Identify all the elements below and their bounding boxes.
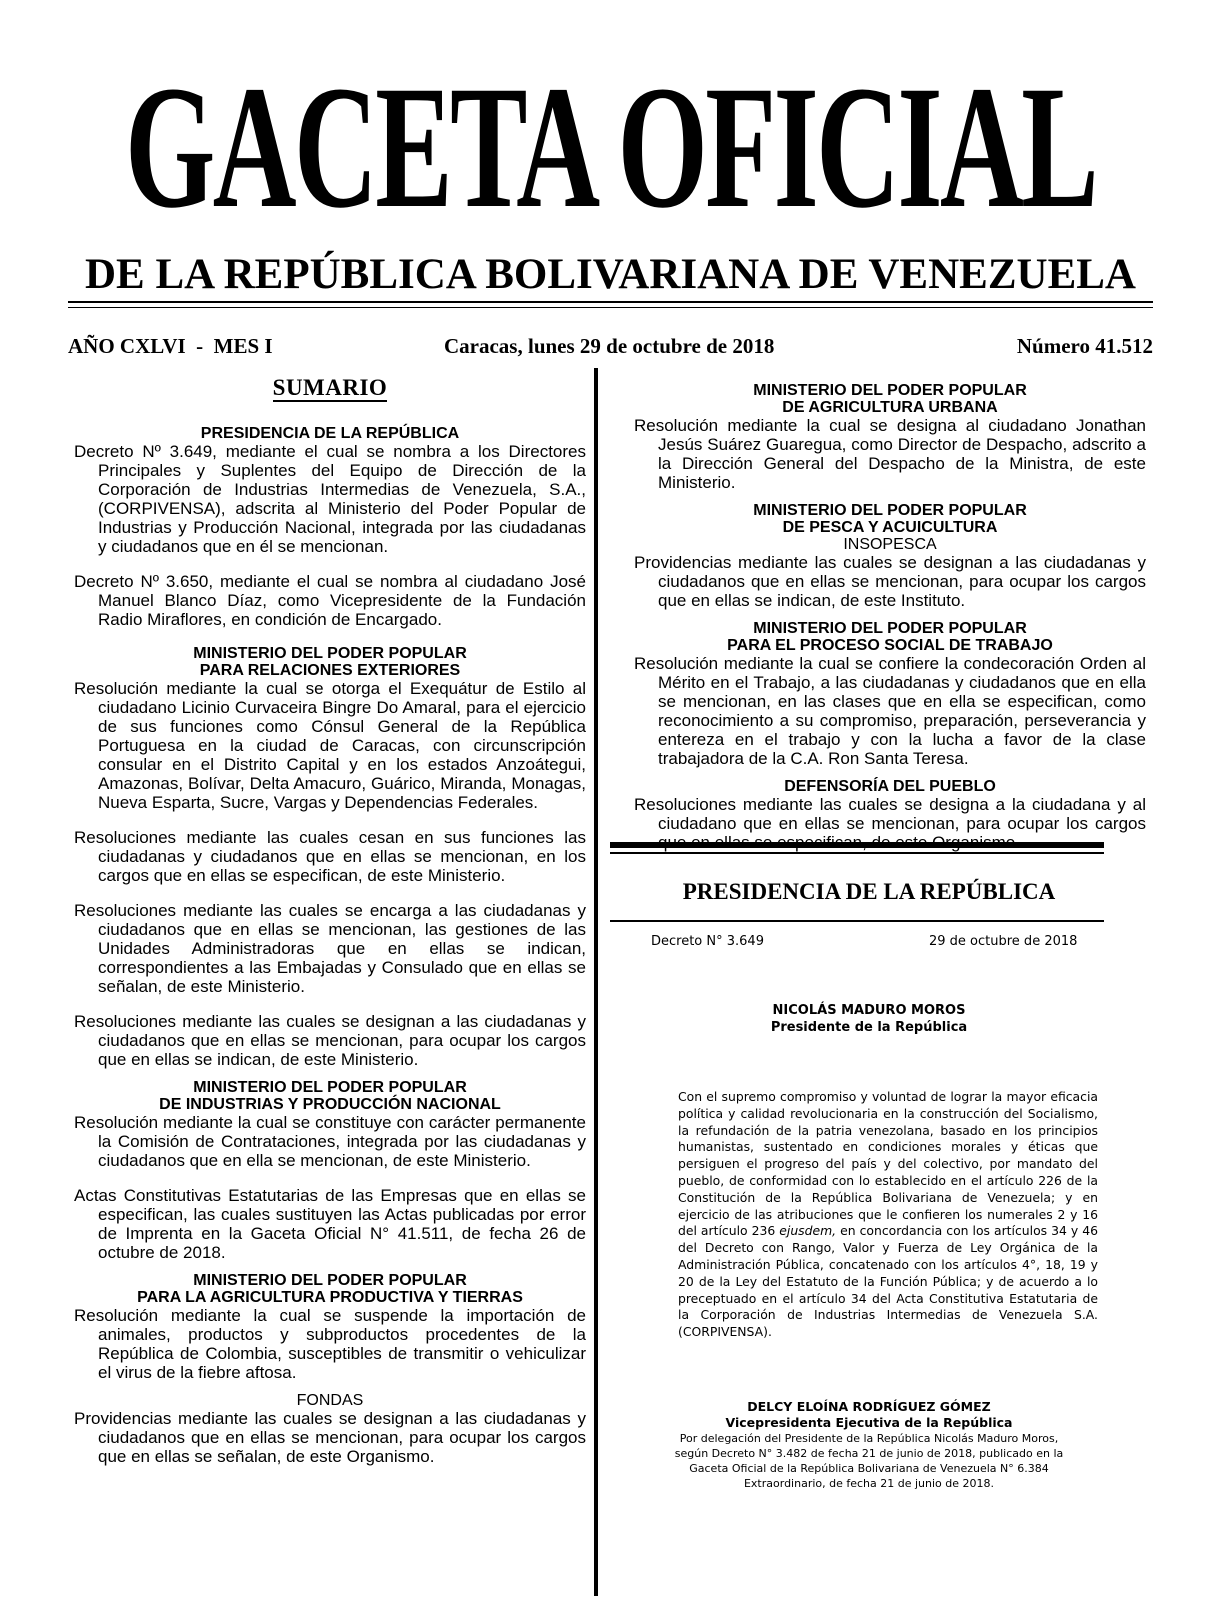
- section-heading: PARA RELACIONES EXTERIORES: [199, 662, 461, 679]
- sumario-entry: Actas Constitutivas Estatutarias de las Empresas que en ellas se especifican, las cuales sustituyen las Actas publicadas por error de Imprenta en la Gaceta Oficial N° 41.511, de fecha 26 de octubre de 2018.: [74, 1186, 586, 1262]
- section-subheading: INSOPESCA: [843, 536, 937, 553]
- decree-body-part2: en concordancia con los artículos 34 y 46 del Decreto con Rango, Valor y Fuerza de Ley Orgánica de la Administración Pública, concatenado con los artículos 4°, 18, 19 y 20 de la Ley del Estatuto de la Función Pública; y de acuerdo a lo preceptuado en el artículo 34 del Acta Constitutiva Estatutaria de la Corporación de Industrias Intermedias de Venezuela S.A. (CORPIVENSA).: [678, 1223, 1098, 1340]
- delegation-line: según Decreto N° 3.482 de fecha 21 de junio de 2018, publicado en la: [674, 1447, 1064, 1460]
- sumario-entry: Resolución mediante la cual se confiere la condecoración Orden al Mérito en el Trabajo, a las ciudadanas y ciudadanos que en ella se mencionan, en las clases que en ella se especifican, como reconocimiento a su compromiso, preparación, perseverancia y entereza en el trabajo y con la lucha a favor de la clase trabajadora de la C.A. Ron Santa Teresa.: [634, 654, 1146, 768]
- decree-body-part1: Con el supremo compromiso y voluntad de lograr la mayor eficacia política y calidad revolucionaria en la construcción del Socialismo, la refundación de la patria venezolana, basado en los principios humanistas, sustentado en condiciones morales y éticas que persiguen el progreso del país y del colectivo, por mandato del pueblo, de conformidad con lo establecido en el artículo 226 de la Constitución de la República Bolivariana de Venezuela; y en ejercicio de las atribuciones que le confieren los numerales 2 y 16 del artículo 236: [678, 1089, 1098, 1239]
- sumario-entry: Resolución mediante la cual se constituye con carácter permanente la Comisión de Contrataciones, integrada por las ciudadanas y ciudadanos que en ella se mencionan, de este Ministerio.: [74, 1113, 586, 1170]
- signer-title: Vicepresidenta Ejecutiva de la República: [725, 1415, 1013, 1430]
- header-rule-top: [68, 301, 1153, 303]
- sumario-entry: Decreto Nº 3.650, mediante el cual se nombra al ciudadano José Manuel Blanco Díaz, como Vicepresidente de la Fundación Radio Miraflores, en condición de Encargado.: [74, 572, 586, 629]
- sumario-entry: Decreto Nº 3.649, mediante el cual se nombra a los Directores Principales y Suplentes del Equipo de Dirección de la Corporación de Industrias Intermedias de Venezuela, S.A., (CORPIVENSA), adscrita al Ministerio del Poder Popular de Industrias y Producción Nacional, integrada por las ciudadanas y ciudadanos que en él se mencionan.: [74, 442, 586, 556]
- section-heading: DE PESCA Y ACUICULTURA: [782, 519, 998, 536]
- delegation-line: Por delegación del Presidente de la República Nicolás Maduro Moros,: [679, 1432, 1059, 1445]
- president-title: Presidente de la República: [770, 1020, 968, 1035]
- sumario-entry: Resoluciones mediante las cuales se designa a la ciudadana y al ciudadano que en ellas se mencionan, para ocupar los cargos: [634, 795, 1146, 833]
- president-name: NICOLÁS MADURO MOROS: [772, 1003, 966, 1018]
- header-rule-top-thin: [68, 307, 1153, 308]
- decree-title-rule: [610, 920, 1104, 922]
- sumario-entry: Resolución mediante la cual se suspende la importación de animales, productos y subproductos procedentes de la República de Colombia, susceptibles de transmitir o vehiculizar el virus de la fiebre aftosa.: [74, 1306, 586, 1382]
- section-heading: MINISTERIO DEL PODER POPULAR: [193, 1079, 467, 1096]
- decree-body-italic: ejusdem,: [779, 1223, 837, 1239]
- signer-name: DELCY ELOÍNA RODRÍGUEZ GÓMEZ: [747, 1399, 991, 1414]
- decree-date: 29 de octubre de 2018: [929, 934, 1078, 949]
- sumario-title: SUMARIO: [272, 375, 388, 400]
- sumario-entry: Resolución mediante la cual se designa al ciudadano Jonathan Jesús Suárez Guaregua, como Director de Despacho, adscrito a la Dirección General del Despacho de la Ministra, de este Ministerio.: [634, 416, 1146, 492]
- sumario-right-column: [634, 382, 1146, 862]
- section-heading: PARA LA AGRICULTURA PRODUCTIVA Y TIERRAS: [137, 1289, 523, 1306]
- decree-section-title: PRESIDENCIA DE LA REPÚBLICA: [682, 879, 1056, 904]
- issue-date: Caracas, lunes 29 de octubre de 2018: [444, 334, 775, 358]
- sumario-left-column: [74, 375, 586, 1482]
- issue-info-bar: [68, 334, 1153, 364]
- section-heading: PARA EL PROCESO SOCIAL DE TRABAJO: [727, 637, 1053, 654]
- decree-body: [678, 1089, 1098, 1341]
- sumario-entry: Resoluciones mediante las cuales se designan a las ciudadanas y ciudadanos que en ellas se mencionan, para ocupar los cargos que en ellas se indican, de este Ministerio.: [74, 1012, 586, 1069]
- sumario-entry: Resoluciones mediante las cuales cesan en sus funciones las ciudadanas y ciudadanos que en ellas se mencionan, en los cargos que en ellas se especifican, de este Ministerio.: [74, 828, 586, 885]
- masthead-subtitle: DE LA REPÚBLICA BOLIVARIANA DE VENEZUELA: [85, 251, 1136, 298]
- sumario-entry: Resoluciones mediante las cuales se encarga a las ciudadanas y ciudadanos que en ellas se mencionan, las gestiones de las Unidades Administradoras que en ellas se indican, correspondientes a las Embajadas y Consulado que en ellas se señalan, de este Ministerio.: [74, 901, 586, 996]
- delegation-line: Extraordinario, de fecha 21 de junio de 2018.: [743, 1477, 995, 1490]
- decree-number: Decreto N° 3.649: [651, 934, 764, 949]
- president-block: [634, 1002, 1104, 1036]
- section-subheading: FONDAS: [296, 1392, 364, 1409]
- delegation-line: Gaceta Oficial de la República Bolivariana de Venezuela N° 6.384: [689, 1462, 1049, 1475]
- column-divider: [594, 368, 598, 1596]
- section-separator-thick: [610, 842, 1104, 848]
- sumario-entry: Resolución mediante la cual se otorga el Exequátur de Estilo al ciudadano Licinio Curvaceira Bingre Do Amaral, para el ejercicio de sus funciones como Cónsul General de la República Portuguesa en la ciudad de Caracas, con circunscripción consular en el Distrito Capital y en los estados Anzoátegui, Amazonas, Bolívar, Delta Amacuro, Guárico, Miranda, Monagas, Nueva Esparta, Sucre, Vargas y Dependencias Federales.: [74, 679, 586, 812]
- section-heading: PRESIDENCIA DE LA REPÚBLICA: [200, 425, 460, 442]
- section-heading: DE INDUSTRIAS Y PRODUCCIÓN NACIONAL: [159, 1096, 501, 1113]
- section-heading: MINISTERIO DEL PODER POPULAR: [193, 645, 467, 662]
- masthead-title: GACETA OFICIAL: [125, 50, 1097, 245]
- section-heading: MINISTERIO DEL PODER POPULAR: [753, 502, 1027, 519]
- issue-year-month: AÑO CXLVI - MES I: [68, 334, 273, 358]
- section-heading: MINISTERIO DEL PODER POPULAR: [193, 1272, 467, 1289]
- section-heading: MINISTERIO DEL PODER POPULAR: [753, 620, 1027, 637]
- section-heading: DE AGRICULTURA URBANA: [782, 399, 998, 416]
- sumario-entry: Providencias mediante las cuales se designan a las ciudadanas y ciudadanos que en ellas se mencionan, para ocupar los cargos que en ellas se señalan, de este Organismo.: [74, 1409, 586, 1466]
- sumario-entry: Providencias mediante las cuales se designan a las ciudadanas y ciudadanos que en ellas se mencionan, para ocupar los cargos que en ellas se indican, de este Instituto.: [634, 553, 1146, 610]
- section-heading: MINISTERIO DEL PODER POPULAR: [753, 382, 1027, 399]
- section-separator-thin: [610, 852, 1104, 854]
- section-heading: DEFENSORÍA DEL PUEBLO: [784, 778, 996, 795]
- issue-number: Número 41.512: [1016, 334, 1153, 358]
- signer-block: [634, 1399, 1104, 1491]
